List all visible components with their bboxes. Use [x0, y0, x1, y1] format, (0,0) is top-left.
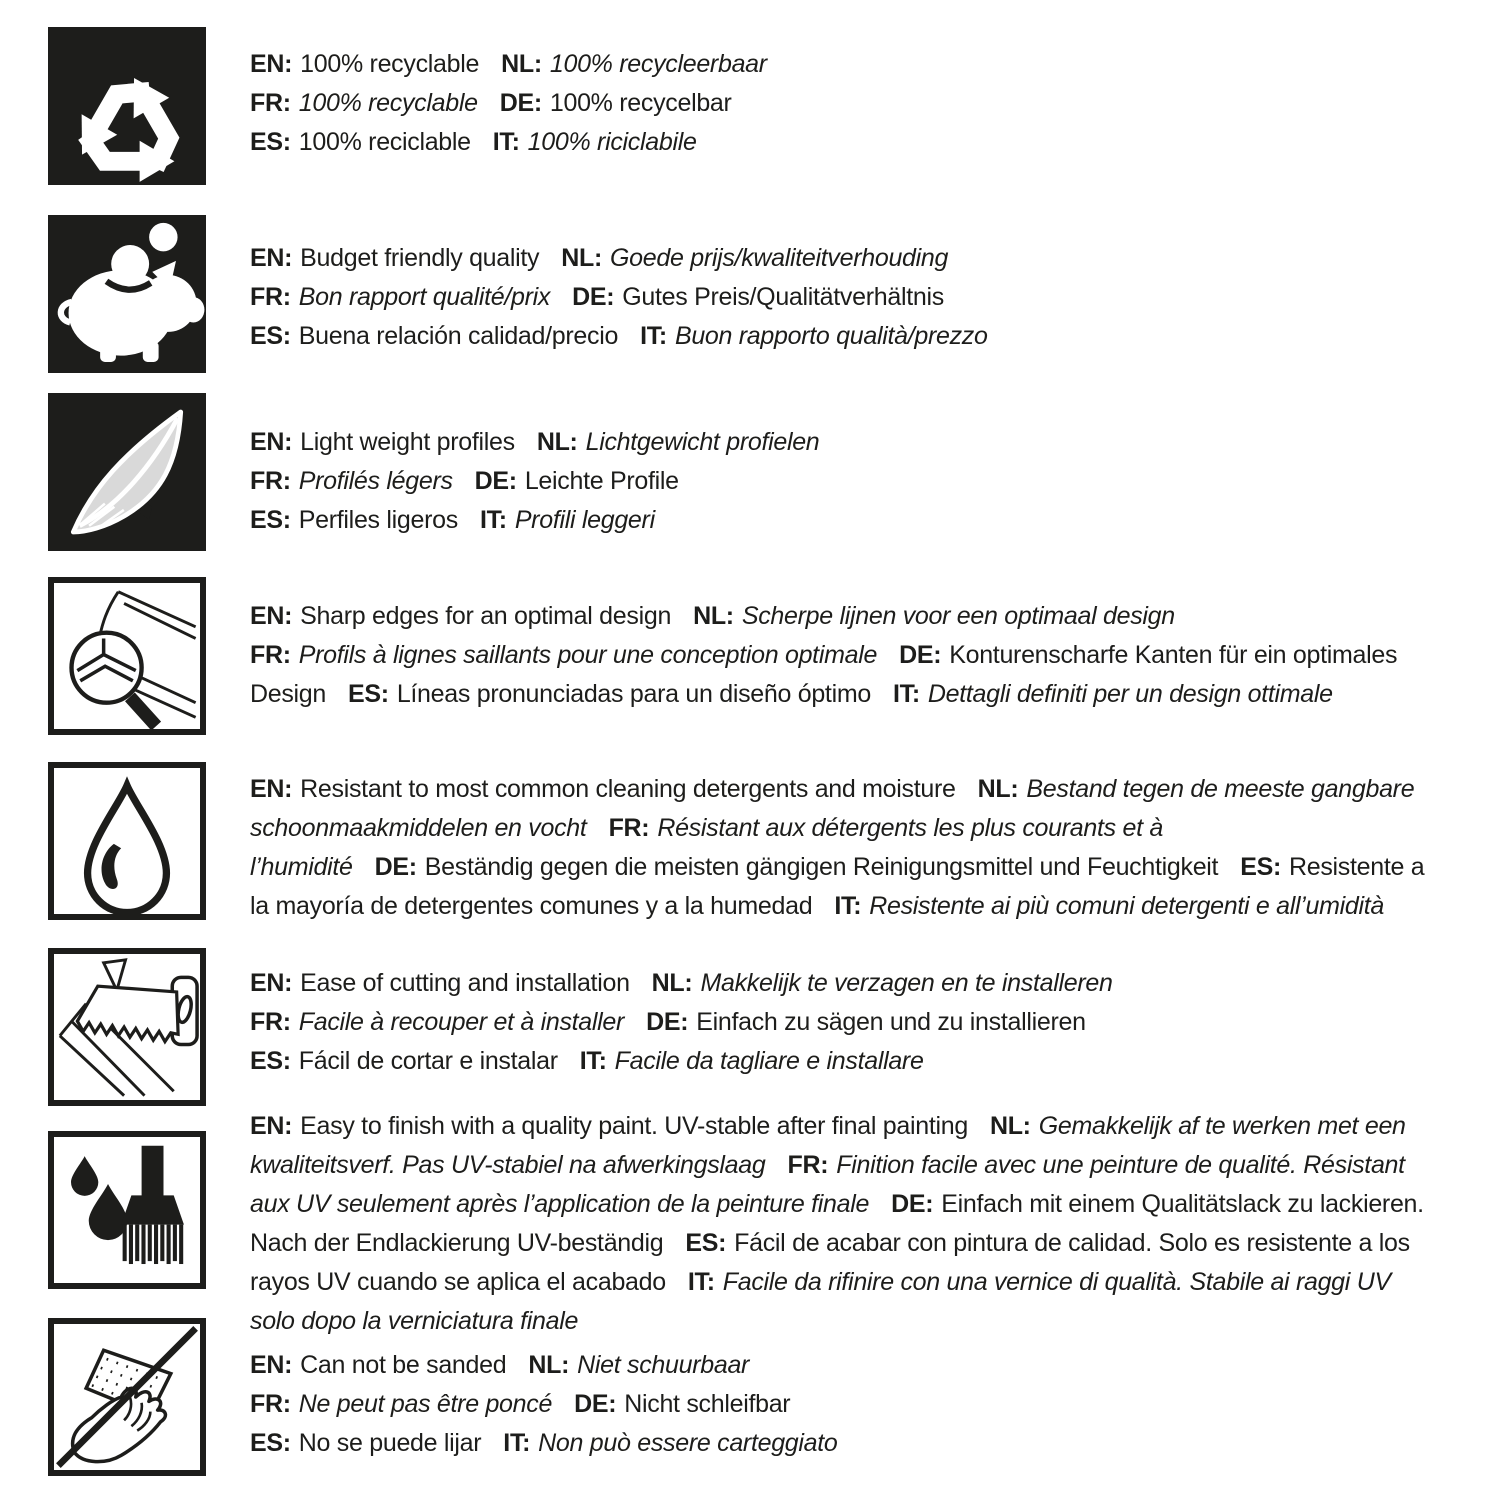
feature-text-budget	[250, 239, 1430, 356]
lang-label-es: ES:	[250, 1429, 291, 1457]
paint-brush-drops-icon	[48, 1131, 206, 1289]
feature-value-de: 100% recycelbar	[549, 89, 732, 117]
recycle-icon-art	[48, 27, 206, 185]
feature-row-no-sanding	[48, 1318, 1430, 1476]
feature-value-de: Konturenscharfe Kanten für ein optimales Design	[250, 641, 1398, 708]
feature-row-sharp-edges	[48, 577, 1430, 735]
water-drop-icon-art	[54, 768, 200, 914]
feature-value-it: Buon rapporto qualità/prezzo	[674, 322, 988, 350]
lang-label-nl: NL:	[989, 1112, 1031, 1140]
feature-value-nl: Bestand tegen de meeste gangbare schoonmaakmiddelen en vocht	[250, 775, 1415, 842]
feature-text-lightweight	[250, 423, 1430, 540]
lang-label-de: DE:	[891, 1190, 934, 1218]
feature-value-en: Easy to finish with a quality paint. UV-stable after final painting	[300, 1112, 968, 1140]
lang-label-en: EN:	[250, 1112, 293, 1140]
feature-text-easy-cutting	[250, 964, 1430, 1081]
feature-value-de: Nicht schleifbar	[624, 1390, 791, 1418]
no-sanding-icon-art	[54, 1324, 200, 1470]
feature-value-de: Beständig gegen die meisten gängigen Reinigungsmittel und Feuchtigkeit	[424, 853, 1219, 881]
saw-cutting-icon-art	[54, 954, 200, 1100]
lang-label-fr: FR:	[250, 467, 291, 495]
lang-label-en: EN:	[250, 428, 293, 456]
lang-label-de: DE:	[899, 641, 942, 669]
lang-label-it: IT:	[834, 892, 862, 920]
feature-value-fr: Profils à lignes saillants pour une conception optimale	[298, 641, 878, 669]
recycle-icon	[48, 27, 206, 185]
piggy-bank-icon-art	[48, 215, 206, 373]
lang-label-en: EN:	[250, 244, 293, 272]
lang-label-de: DE:	[374, 853, 417, 881]
lang-label-de: DE:	[574, 1390, 617, 1418]
feature-value-it: Facile da rifinire con una vernice di qualità. Stabile ai raggi UV solo dopo la verniciatura finale	[250, 1268, 1391, 1335]
feature-row-budget	[48, 215, 1430, 373]
feature-value-it: 100% riciclabile	[527, 128, 697, 156]
water-drop-icon	[48, 762, 206, 920]
lang-label-nl: NL:	[561, 244, 603, 272]
feature-value-de: Gutes Preis/Qualitätverhältnis	[622, 283, 944, 311]
feature-value-it: Non può essere carteggiato	[538, 1429, 838, 1457]
feature-value-de: Leichte Profile	[524, 467, 679, 495]
feature-value-it: Facile da tagliare e installare	[614, 1047, 924, 1075]
lang-label-fr: FR:	[250, 1390, 291, 1418]
paint-brush-drops-icon-art	[54, 1137, 200, 1283]
feature-value-fr: Résistant aux détergents les plus courants et à l’humidité	[250, 814, 1163, 881]
feature-value-fr: Ne peut pas être poncé	[298, 1390, 553, 1418]
feature-value-es: Fácil de cortar e instalar	[298, 1047, 558, 1075]
lang-label-de: DE:	[474, 467, 517, 495]
feature-value-es: Buena relación calidad/precio	[298, 322, 619, 350]
lang-label-fr: FR:	[250, 89, 291, 117]
feature-value-en: Light weight profiles	[300, 428, 515, 456]
lang-label-fr: FR:	[787, 1151, 829, 1179]
feature-value-de: Einfach zu sägen und zu installieren	[696, 1008, 1086, 1036]
lang-label-fr: FR:	[608, 814, 650, 842]
feature-value-nl: Goede prijs/kwaliteitverhouding	[610, 244, 949, 272]
lang-label-nl: NL:	[536, 428, 578, 456]
lang-label-it: IT:	[640, 322, 667, 350]
lang-label-es: ES:	[1240, 853, 1281, 881]
lang-label-nl: NL:	[977, 775, 1019, 803]
feature-value-nl: Gemakkelijk af te werken met een kwaliteitsverf. Pas UV-stabiel na afwerkingslaag	[250, 1112, 1406, 1179]
feature-value-fr: Bon rapport qualité/prix	[298, 283, 551, 311]
lang-label-it: IT:	[479, 506, 507, 534]
leaf-icon-art	[48, 393, 206, 551]
lang-label-nl: NL:	[651, 969, 693, 997]
lang-label-fr: FR:	[250, 283, 291, 311]
feature-row-moisture-resistant	[48, 762, 1430, 926]
lang-label-it: IT:	[492, 128, 520, 156]
feature-row-recyclable	[48, 27, 1430, 185]
feature-value-fr: Finition facile avec une peinture de qualité. Résistant aux UV seulement après l’application de la peinture finale	[250, 1151, 1405, 1218]
feature-value-nl: Makkelijk te verzagen en te installeren	[700, 969, 1113, 997]
lang-label-es: ES:	[250, 506, 291, 534]
feature-value-fr: Profilés légers	[298, 467, 453, 495]
feature-value-es: Perfiles ligeros	[298, 506, 458, 534]
feature-value-en: Can not be sanded	[300, 1351, 507, 1379]
lang-label-es: ES:	[348, 680, 389, 708]
feature-row-lightweight	[48, 393, 1430, 551]
feature-value-fr: Facile à recouper et à installer	[298, 1008, 625, 1036]
lang-label-de: DE:	[499, 89, 542, 117]
feature-value-it: Dettagli definiti per un design ottimale	[927, 680, 1333, 708]
lang-label-es: ES:	[250, 322, 291, 350]
feature-value-nl: Lichtgewicht profielen	[585, 428, 820, 456]
feature-text-recyclable	[250, 45, 1430, 162]
lang-label-nl: NL:	[528, 1351, 570, 1379]
feature-text-moisture-resistant	[250, 770, 1430, 926]
feature-value-es: No se puede lijar	[298, 1429, 482, 1457]
sharp-edges-magnifier-icon	[48, 577, 206, 735]
feature-text-no-sanding	[250, 1346, 1430, 1463]
lang-label-nl: NL:	[501, 50, 542, 78]
feature-value-es: Fácil de acabar con pintura de calidad. Solo es resistente a los rayos UV cuando se aplica el acabado	[250, 1229, 1410, 1296]
lang-label-es: ES:	[685, 1229, 727, 1257]
no-sanding-icon	[48, 1318, 206, 1476]
feature-value-de: Einfach mit einem Qualitätslack zu lackieren. Nach der Endlackierung UV-beständig	[250, 1190, 1424, 1257]
lang-label-it: IT:	[892, 680, 920, 708]
lang-label-en: EN:	[250, 602, 293, 630]
lang-label-en: EN:	[250, 50, 293, 78]
feature-value-nl: Niet schuurbaar	[577, 1351, 750, 1379]
feature-value-en: Budget friendly quality	[300, 244, 540, 272]
lang-label-it: IT:	[579, 1047, 607, 1075]
lang-label-es: ES:	[250, 1047, 291, 1075]
feature-text-paint-finish	[250, 1107, 1430, 1341]
feature-value-fr: 100% recyclable	[298, 89, 478, 117]
lang-label-fr: FR:	[250, 641, 291, 669]
lang-label-de: DE:	[646, 1008, 689, 1036]
lang-label-nl: NL:	[693, 602, 734, 630]
lang-label-it: IT:	[503, 1429, 531, 1457]
lang-label-es: ES:	[250, 128, 291, 156]
lang-label-de: DE:	[572, 283, 615, 311]
feature-value-nl: 100% recycleerbaar	[549, 50, 767, 78]
lang-label-en: EN:	[250, 1351, 293, 1379]
feature-row-easy-cutting	[48, 948, 1430, 1106]
lang-label-it: IT:	[687, 1268, 715, 1296]
feature-value-es: Resistente a la mayoría de detergentes comunes y a la humedad	[250, 853, 1425, 920]
feature-value-it: Profili leggeri	[514, 506, 655, 534]
lang-label-en: EN:	[250, 969, 293, 997]
feature-text-sharp-edges	[250, 597, 1430, 714]
feature-value-en: 100% recyclable	[300, 50, 480, 78]
feature-value-en: Ease of cutting and installation	[300, 969, 630, 997]
feature-value-nl: Scherpe lijnen voor een optimaal design	[741, 602, 1175, 630]
feature-value-es: Líneas pronunciadas para un diseño óptimo	[396, 680, 871, 708]
lang-label-fr: FR:	[250, 1008, 291, 1036]
leaf-icon	[48, 393, 206, 551]
feature-value-it: Resistente ai più comuni detergenti e all’umidità	[869, 892, 1384, 920]
piggy-bank-icon	[48, 215, 206, 373]
saw-cutting-icon	[48, 948, 206, 1106]
feature-row-paint-finish	[48, 1112, 1430, 1341]
sharp-edges-magnifier-icon-art	[54, 583, 200, 729]
feature-value-en: Resistant to most common cleaning detergents and moisture	[300, 775, 956, 803]
feature-value-en: Sharp edges for an optimal design	[300, 602, 672, 630]
lang-label-en: EN:	[250, 775, 293, 803]
feature-value-es: 100% reciclable	[298, 128, 471, 156]
